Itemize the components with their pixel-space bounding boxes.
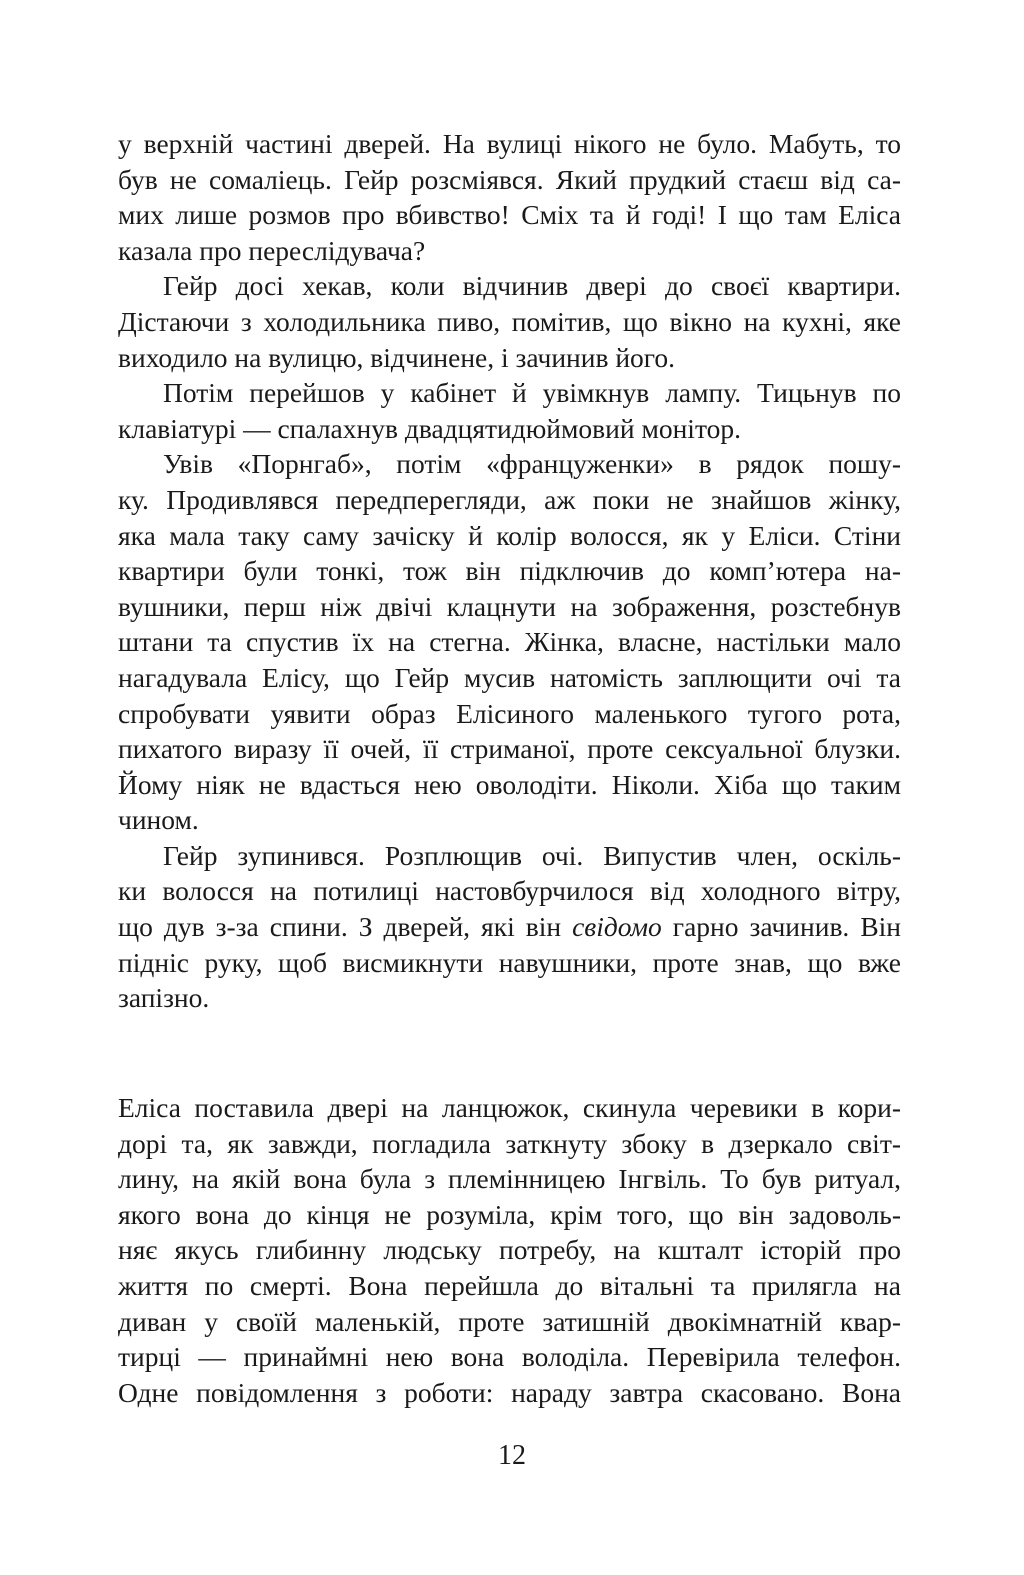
text-line: вушники, перш ніж двічі клацнути на зображення, розстебнув xyxy=(118,590,901,622)
text-segment: що дув з-за спини. З дверей, які він xyxy=(118,911,562,943)
text-line: ки волосся на потилиці настовбурчилося від холодного вітру, xyxy=(118,875,901,907)
text-line: квартири були тонкі, тож він підключив до комп’ютера на- xyxy=(118,555,901,587)
text-line: нагадувала Елісу, що Гейр мусив натомість заплющити очі та xyxy=(118,661,901,693)
text-line: запізно. xyxy=(118,982,210,1014)
text-line: підніс руку, щоб висмикнути навушники, проте знав, що вже xyxy=(118,946,901,978)
text-line: життя по смерті. Вона перейшла до вітальні та прилягла на xyxy=(118,1269,901,1301)
text-line: дорі та, як завжди, погладила заткнуту збоку в дзеркало світ- xyxy=(118,1127,901,1159)
section-2 xyxy=(118,1090,901,1410)
text-line: тирці — принаймні нею вона володіла. Перевірила телефон. xyxy=(118,1341,901,1373)
text-line: Одне повідомлення з роботи: нараду завтра скасовано. Вона xyxy=(118,1376,901,1408)
text-line: Дістаючи з холодильника пиво, помітив, що вікно на кухні, яке xyxy=(118,305,901,337)
italic-word: свідомо xyxy=(572,911,662,943)
page-number: 12 xyxy=(498,1440,526,1471)
text-line: Увів «Порнгаб», потім «француженки» в рядок пошу- xyxy=(163,448,901,480)
text-line: Гейр зупинився. Розплющив очі. Випустив член, оскіль- xyxy=(163,839,901,871)
text-segment: гарно зачинив. Він xyxy=(672,911,901,943)
text-line: казала про переслідувача? xyxy=(118,234,426,266)
text-line: Гейр досі хекав, коли відчинив двері до своєї квартири. xyxy=(163,270,901,302)
text-line: якого вона до кінця не розуміла, крім того, що він задоволь- xyxy=(118,1198,901,1230)
text-line: ку. Продивлявся передперегляди, аж поки не знайшов жінку, xyxy=(118,483,901,515)
text-line: мих лише розмов про вбивство! Сміх та й годі! І що там Еліса xyxy=(118,199,901,231)
text-line: пихатого виразу її очей, її стриманої, проте сексуальної блузки. xyxy=(118,733,901,765)
text-line: лину, на якій вона була з племінницею Інгвіль. То був ритуал, xyxy=(118,1163,901,1195)
text-line: клавіатурі — спалахнув двадцятидюймовий монітор. xyxy=(118,412,741,444)
text-line: чином. xyxy=(118,804,199,836)
text-line xyxy=(118,909,901,945)
text-line: яка мала таку саму зачіску й колір волосся, як у Еліси. Стіни xyxy=(118,519,901,551)
text-line: няє якусь глибинну людську потребу, на кшталт історій про xyxy=(118,1234,901,1266)
text-line: Еліса поставила двері на ланцюжок, скинула черевики в кори- xyxy=(118,1092,901,1123)
text-line: Потім перейшов у кабінет й увімкнув лампу. Тицьнув по xyxy=(163,377,901,409)
text-line: диван у своїй маленькій, проте затишній двокімнатній квар- xyxy=(118,1305,901,1337)
section-1 xyxy=(118,126,901,1016)
text-line: штани та спустив їх на стегна. Жінка, власне, настільки мало xyxy=(118,626,901,658)
text-line: виходило на вулицю, відчинене, і зачинив його. xyxy=(118,341,676,373)
text-line: був не сомаліець. Гейр розсміявся. Який прудкий стаєш від са- xyxy=(118,163,901,195)
text-line: Йому ніяк не вдасться нею оволодіти. Ніколи. Хіба що таким xyxy=(118,768,901,800)
text-line: спробувати уявити образ Елісиного маленького тугого рота, xyxy=(118,697,901,729)
text-line: у верхній частині дверей. На вулиці нікого не було. Мабуть, то xyxy=(118,128,901,159)
